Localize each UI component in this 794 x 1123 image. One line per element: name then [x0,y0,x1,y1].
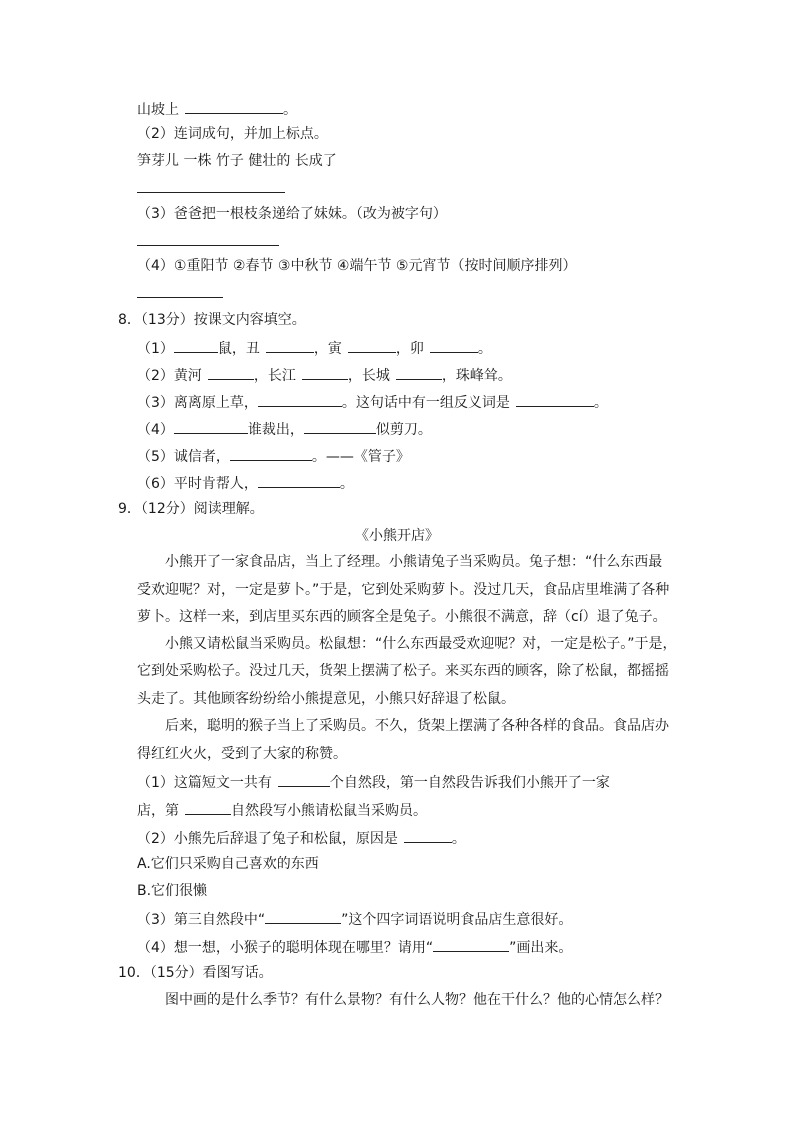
answer-blank[interactable] [265,909,341,924]
q7-item2-words: 笋芽儿 一株 竹子 健壮的 长成了 [137,153,337,169]
q10-prompt: 图中画的是什么季节？有什么景物？有什么人物？他在干什么？他的心情怎么样？ [165,992,669,1008]
option-a: A.它们只采购自己喜欢的东西 [137,856,319,872]
q10-heading: 10．（15分）看图写话。 [118,965,273,981]
q8-line3: （3）离离原上草， 。这句话中有一组反义词是 。 [137,392,608,412]
answer-blank[interactable] [258,392,342,407]
q8-line6: （6）平时肯帮人， 。 [137,473,354,493]
passage-line: 后来，聪明的猴子当上了采购员。不久，货架上摆满了各种各样的食品。食品店办 [165,718,669,734]
passage-line: 受欢迎呢？对，一定是萝卜。”于是，它到处采购萝卜。没过几天，食品店里堆满了各种 [137,582,670,598]
q7-slope-line: 山坡上 。 [137,99,297,119]
answer-blank[interactable] [266,338,314,353]
answer-blank[interactable] [174,338,218,353]
answer-blank[interactable] [208,365,254,380]
answer-blank[interactable] [174,419,248,434]
q9-sub1-line2: 店，第 自然段写小熊请松鼠当采购员。 [137,800,427,820]
answer-blank[interactable] [404,828,452,843]
passage-line: 它到处采购松子。没过几天，货架上摆满了松子。来买东西的顾客，除了松鼠，都摇摇 [137,663,669,679]
passage-line: 小熊又请松鼠当采购员。松鼠想：“什么东西最受欢迎呢？对，一定是松子。”于是， [165,636,677,652]
q9-heading: 9．（12分）阅读理解。 [118,501,264,517]
answer-blank[interactable] [348,338,396,353]
q9-sub2: （2）小熊先后辞退了兔子和松鼠，原因是 。 [137,828,466,848]
answer-blank[interactable] [185,99,283,114]
q8-line1: （1） 鼠，丑 ，寅 ，卯 。 [137,338,492,358]
answer-blank[interactable] [302,365,348,380]
q7-item3: （3）爸爸把一根枝条递给了妹妹。（改为被字句） [137,206,447,222]
answer-blank[interactable] [278,772,330,787]
answer-blank[interactable] [230,446,312,461]
answer-blank[interactable] [430,338,478,353]
passage-line: 头走了。其他顾客纷纷给小熊提意见，小熊只好辞退了松鼠。 [137,691,515,707]
q9-sub3: （3）第三自然段中“ ”这个四字词语说明食品店生意很好。 [137,909,572,929]
answer-blank[interactable] [433,937,509,952]
q9-sub4: （4）想一想，小猴子的聪明体现在哪里？请用“ ”画出来。 [137,937,572,957]
q8-line2: （2）黄河 ，长江 ，长城 ，珠峰耸。 [137,365,512,385]
q9-sub1-line1: （1）这篇短文一共有 个自然段，第一自然段告诉我们小熊开了一家 [137,772,610,792]
passage-line: 小熊开了一家食品店，当上了经理。小熊请兔子当采购员。兔子想：“什么东西最 [165,554,663,570]
q8-line4: （4） 谁裁出， 似剪刀。 [137,419,432,439]
answer-line[interactable] [137,297,223,298]
passage-line: 萝卜。这样一来，到店里买东西的顾客全是兔子。小熊很不满意，辞（cí）退了兔子。 [137,609,667,625]
passage-line: 得红红火火，受到了大家的称赞。 [137,746,347,762]
q7-item4: （4）①重阳节 ②春节 ③中秋节 ④端午节 ⑤元宵节（按时间顺序排列） [137,258,577,274]
option-b: B.它们很懒 [137,883,208,899]
q7-item2: （2）连词成句，并加上标点。 [137,126,328,142]
answer-line[interactable] [137,192,285,193]
answer-line[interactable] [137,245,279,246]
answer-blank[interactable] [258,473,340,488]
answer-blank[interactable] [185,800,231,815]
answer-blank[interactable] [304,419,376,434]
answer-blank[interactable] [396,365,442,380]
passage-title: 《小熊开店》 [355,528,439,544]
q8-heading: 8．（13分）按课文内容填空。 [118,312,306,328]
q8-line5: （5）诚信者， 。——《管子》 [137,446,410,466]
answer-blank[interactable] [516,392,594,407]
